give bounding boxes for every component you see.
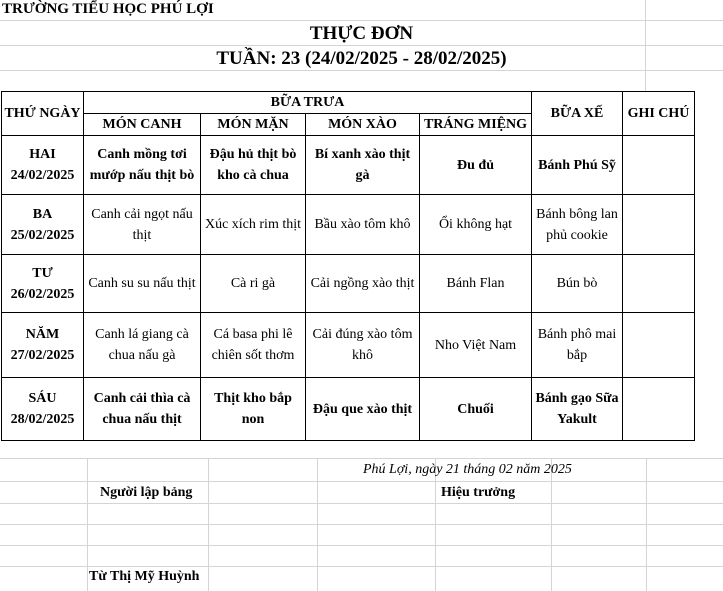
- afternoon-cell: Bún bò: [532, 255, 623, 313]
- table-row: [2, 195, 695, 255]
- gridline: [0, 20, 723, 21]
- header-stir-fry: MÓN XÀO: [306, 114, 420, 136]
- preparer-name: Từ Thị Mỹ Huỳnh: [89, 569, 200, 584]
- day-date: 26/02/2025: [10, 286, 75, 302]
- table-row: [2, 136, 695, 195]
- preparer-title: Người lập bảng: [100, 485, 193, 500]
- gridline: [0, 503, 723, 504]
- principal-title: Hiệu trưởng: [441, 485, 516, 500]
- gridline: [317, 458, 318, 591]
- header-day: THỨ NGÀY: [2, 92, 84, 136]
- day-name: TƯ: [32, 265, 53, 281]
- dessert-cell: Đu đủ: [420, 136, 532, 195]
- table-row: [2, 255, 695, 313]
- week-range: TUẦN: 23 (24/02/2025 - 28/02/2025): [216, 48, 507, 69]
- gridline: [87, 458, 88, 591]
- day-cell: [2, 136, 84, 195]
- header-soup: MÓN CANH: [84, 114, 201, 136]
- header-note: GHI CHÚ: [623, 92, 695, 136]
- gridline: [0, 458, 723, 459]
- header-salty: MÓN MẶN: [201, 114, 306, 136]
- afternoon-cell: Bánh gạo Sữa Yakult: [532, 378, 623, 441]
- afternoon-cell: Bánh Phú Sỹ: [532, 136, 623, 195]
- day-cell: [2, 255, 84, 313]
- page-title: THỰC ĐƠN: [309, 23, 414, 44]
- salty-cell: Đậu hủ thịt bò kho cà chua: [201, 136, 306, 195]
- day-cell: [2, 313, 84, 378]
- dessert-cell: Ổi không hạt: [420, 195, 532, 255]
- gridline: [0, 481, 723, 482]
- dessert-cell: Chuối: [420, 378, 532, 441]
- gridline: [646, 458, 647, 591]
- day-date: 24/02/2025: [10, 168, 75, 183]
- salty-cell: Cà ri gà: [201, 255, 306, 313]
- gridline: [0, 45, 723, 46]
- stir-fry-cell: Cải đúng xào tôm khô: [306, 313, 420, 378]
- note-cell: [623, 195, 695, 255]
- day-date: 25/02/2025: [10, 227, 75, 243]
- soup-cell: Canh lá giang cà chua nấu gà: [84, 313, 201, 378]
- day-cell: [2, 195, 84, 255]
- header-row: [2, 92, 695, 114]
- table-row: [2, 313, 695, 378]
- day-date: 28/02/2025: [10, 412, 75, 427]
- gridline: [0, 70, 723, 71]
- dessert-cell: Nho Việt Nam: [420, 313, 532, 378]
- header-lunch: BỮA TRƯA: [84, 92, 532, 114]
- salty-cell: Cá basa phi lê chiên sốt thơm: [201, 313, 306, 378]
- soup-cell: Canh cải ngọt nấu thịt: [84, 195, 201, 255]
- header-dessert: TRÁNG MIỆNG: [420, 114, 532, 136]
- place-date: Phú Lợi, ngày 21 tháng 02 năm 2025: [363, 462, 572, 477]
- day-name: SÁU: [28, 391, 57, 406]
- stir-fry-cell: Cải ngồng xào thịt: [306, 255, 420, 313]
- table-row: [2, 378, 695, 441]
- day-name: NĂM: [25, 327, 60, 342]
- note-cell: [623, 313, 695, 378]
- note-cell: [623, 255, 695, 313]
- day-name: HAI: [29, 147, 56, 162]
- stir-fry-cell: Bầu xào tôm khô: [306, 195, 420, 255]
- gridline: [0, 524, 723, 525]
- salty-cell: Xúc xích rim thịt: [201, 195, 306, 255]
- note-cell: [623, 136, 695, 195]
- dessert-cell: Bánh Flan: [420, 255, 532, 313]
- gridline: [0, 566, 723, 567]
- school-name: TRƯỜNG TIỂU HỌC PHÚ LỢI: [2, 1, 214, 17]
- gridline: [645, 0, 646, 91]
- note-cell: [623, 378, 695, 441]
- afternoon-cell: Bánh phô mai bắp: [532, 313, 623, 378]
- soup-cell: Canh su su nấu thịt: [84, 255, 201, 313]
- stir-fry-cell: Bí xanh xào thịt gà: [306, 136, 420, 195]
- gridline: [0, 545, 723, 546]
- day-cell: [2, 378, 84, 441]
- day-name: BA: [32, 206, 53, 222]
- soup-cell: Canh mồng tơi mướp nấu thịt bò: [84, 136, 201, 195]
- gridline: [208, 458, 209, 591]
- header-afternoon: BỮA XẾ: [532, 92, 623, 136]
- day-date: 27/02/2025: [10, 348, 75, 363]
- stir-fry-cell: Đậu que xào thịt: [306, 378, 420, 441]
- soup-cell: Canh cải thìa cà chua nấu thịt: [84, 378, 201, 441]
- menu-table: [1, 91, 695, 441]
- afternoon-cell: Bánh bông lan phủ cookie: [532, 195, 623, 255]
- salty-cell: Thịt kho bắp non: [201, 378, 306, 441]
